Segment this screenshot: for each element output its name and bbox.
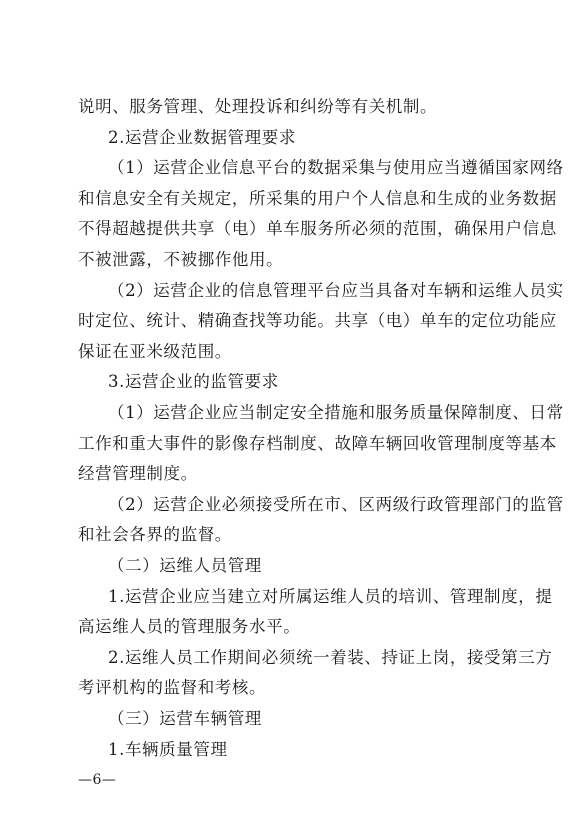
paragraph-line: （2）运营企业的信息管理平台应当具备对车辆和运维人员实 — [108, 280, 564, 300]
paragraph-line: 和社会各界的监督。 — [78, 525, 232, 545]
paragraph-line: 不得超越提供共享（电）单车服务所必须的范围，确保用户信息 — [78, 219, 557, 239]
section-heading: （三）运营车辆管理 — [108, 709, 262, 728]
page-number: —6— — [78, 771, 117, 788]
section-heading: 2.运营企业数据管理要求 — [108, 127, 296, 147]
section-heading: （二）运维人员管理 — [108, 556, 262, 575]
paragraph-line: 不被泄露，不被挪作他用。 — [78, 250, 284, 269]
paragraph-line: 1.运营企业应当建立对所属运维人员的培训、管理制度，提 — [108, 586, 553, 606]
section-heading: 1.车辆质量管理 — [108, 739, 228, 759]
paragraph-line: （1）运营企业应当制定安全措施和服务质量保障制度、日常 — [108, 403, 564, 422]
paragraph-line: 考评机构的监督和考核。 — [78, 678, 267, 698]
paragraph-line: （2）运营企业必须接受所在市、区两级行政管理部门的监管 — [108, 494, 564, 514]
paragraph-line: （1）运营企业信息平台的数据采集与使用应当遵循国家网络 — [108, 158, 564, 178]
paragraph-line: 高运维人员的管理服务水平。 — [78, 617, 301, 637]
paragraph-line: 保证在亚米级范围。 — [78, 341, 232, 361]
paragraph-line: 经营管理制度。 — [78, 464, 198, 484]
paragraph-line: 2.运维人员工作期间必须统一着装、持证上岗，接受第三方 — [108, 647, 553, 667]
paragraph-line: 时定位、统计、精确查找等功能。共享（电）单车的定位功能应 — [78, 311, 557, 331]
paragraph-line: 工作和重大事件的影像存档制度、故障车辆回收管理制度等基本 — [78, 433, 557, 453]
paragraph-line: 和信息安全有关规定，所采集的用户个人信息和生成的业务数据 — [78, 188, 557, 208]
paragraph-line: 说明、服务管理、处理投诉和纠纷等有关机制。 — [78, 97, 438, 116]
section-heading: 3.运营企业的监管要求 — [108, 372, 279, 392]
